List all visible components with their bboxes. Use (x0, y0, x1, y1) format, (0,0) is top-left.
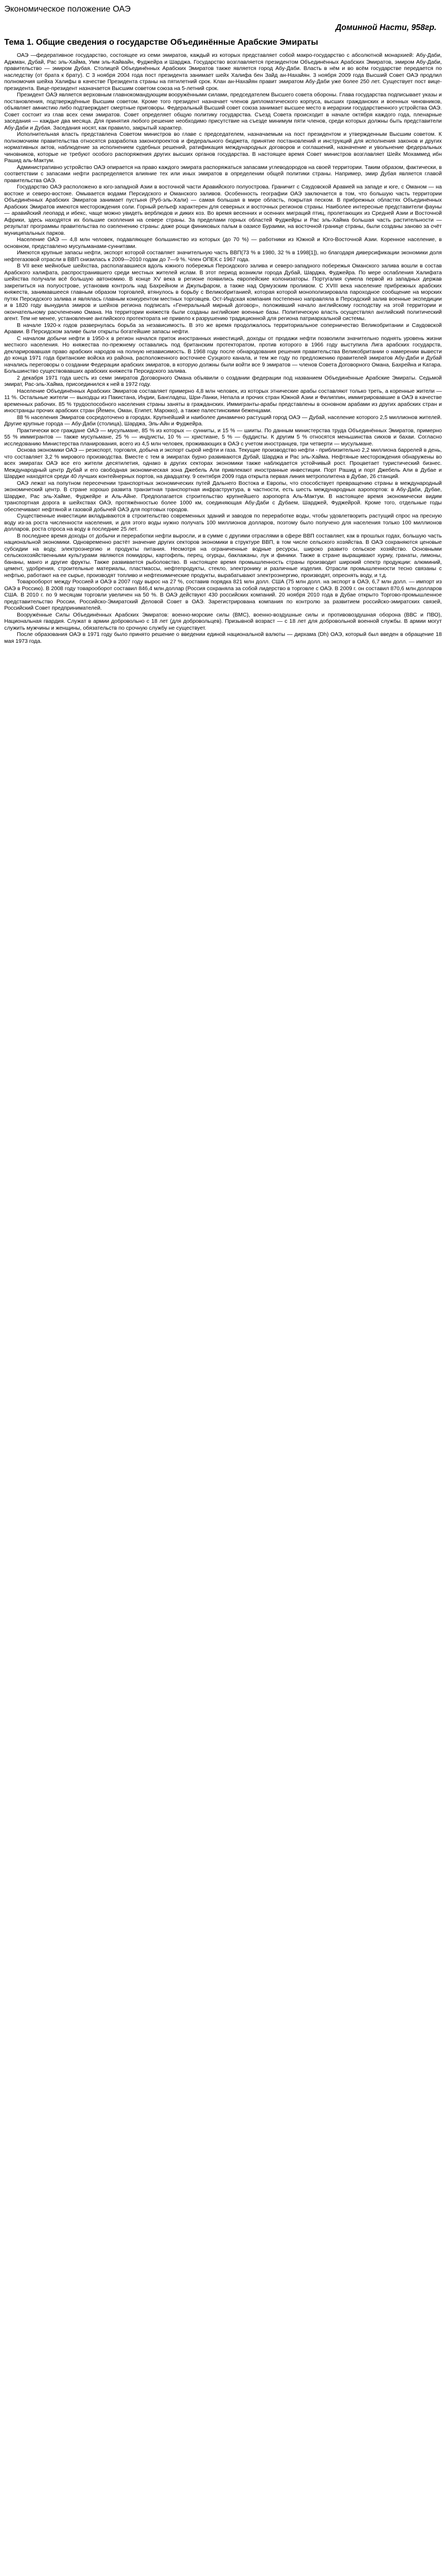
paragraph: Административно устройство ОАЭ опирается на право каждого эмирата распоряжаться запасами углеводородов на своей территории. Таким образом, фактически, в соответствии с запасами нефти распределяется влияние тех или иных эмиратов в определении общей политики страны. Например, эмир Дубая является главой правительства ОАЭ. (4, 164, 442, 184)
paragraph: ОАЭ —федеративное государство, состоящее из семи эмиратов, каждый из которых представляет собой макро-государство с абсолютной монархией: Абу-Даби, Аджман, Дубай, Рас эль-Хайма, Умм эль-Кайвайн, Фуджейра и Шарджа. Государство возглавляется президентом Объединённых Арабских Эмиратов, эмиром Абу-Даби, правительство — эмиром Дубая. Столицей Объединённых Арабских Эмиратов также является город Абу-Даби. Власть в нём и во всём государстве передается по наследству (от брата к брату). С 3 ноября 2004 года пост президента занимает шейх Халифа бен Зайд ан-Нахайян. 3 ноября 2009 года Высший Совет ОАЭ продлил полномочия шейха Халифы в качестве Президента страны на пятилетний срок. Клан ан-Нахайян правит эмиратом Абу-Даби уже более 250 лет. Существует пост вице-президента. Вице-президент назначается Высшим советом союза на 5-летний срок. (4, 53, 442, 92)
section-title: Тема 1. Общие сведения о государстве Объединённые Арабские Эмираты (4, 38, 319, 47)
paragraph: Президент ОАЭ является верховным главнокомандующим вооружёнными силами, председателем Высшего совета обороны. Глава государства подписывает указы и постановления, подтверждённые Высшим советом. Кроме того президент назначает членов дипломатического корпуса, высших гражданских и военных чиновников, объявляет амнистию либо подтверждает смертные приговоры. Федеральный Высший совет союза занимает высшее место в иерархии государственного устройства ОАЭ. Совет состоит из глав всех семи эмиратов. Совет определяет общую политику государства. Съезд Совета происходит в начале октября каждого года, пленарные заседания — каждые два месяца. Для принятия любого решение необходимо присутствие на съезде минимум пяти членов, среди которых должны быть представители Абу-Даби и Дубая. Заседания носят, как правило, закрытый характер. (4, 92, 442, 131)
paragraph: В начале 1920-х годов развернулась борьба за независимость. В это же время продолжалось территориальное соперничество Великобритании и Саудовской Аравии. В Персидском заливе были открыты богатейшие запасы нефти. (4, 322, 442, 335)
paragraph: 88 % населения Эмиратов сосредоточено в городах. Крупнейший и наиболее динамично растущий город ОАЭ — Дубай, население которого 2,5 миллионов жителей. Другие крупные города — Абу-Даби (столица), Шарджа, Эль-Айн и Фуджейра. (4, 414, 442, 427)
paragraph: Исполнительная власть представлена Советом министров во главе с председателем, назначаемым на пост президентом и утвержденным Высшим советом. К полномочиям правительства относятся разработка законопроектов и федерального бюджета, принятие постановлений и инструкций для исполнения законов и других нормативных актов, наблюдение за исполнением судебных решений, ратификация международных договоров и соглашений, назначение и увольнение федеральных чиновников, которые не требуют особого распоряжения других высших органов государства. В настоящее время Совет министров возглавляет Шейх Мохаммед ибн Рашид аль-Мактум. (4, 132, 442, 164)
paragraph: В последнее время доходы от добычи и переработки нефти выросли, и в сумме с другими отраслями в сфере ВВП составляет, как в прошлых годах, большую часть национальной экономики. Одновременно растёт значение других секторов экономики в структуре ВВП, в том числе сельского хозяйства. В ОАЭ сохраняются ценовые субсидии на воду, электроэнергию и продукты питания. Несмотря на ограниченные водные ресурсы, широко развито сельское хозяйство. Основными сельскохозяйственными культурами являются помидоры, картофель, перец, огурцы, баклажаны, лук и финики. Также в стране выращивают хурму, гранаты, лимоны, бананы, манго и другие фрукты. Также развивается рыболовство. В настоящее время промышленность страны производит широкий спектр продукции: алюминий, цемент, удобрения, строительные материалы, пластмассы, нефтепродукты, стекло, электронику и различные изделия. Отрасли промышленности тесно связаны с нефтью, работают на ее сырье, производят топливо и нефтехимические продукты, вырабатывают электроэнергию, производят, опреснять воду, и т.д. (4, 533, 442, 579)
paragraph: Основа экономики ОАЭ — реэкспорт, торговля, добыча и экспорт сырой нефти и газа. Текущие производство нефти - приблизительно 2,2 миллиона баррелей в день, что составляет 3,2 % мирового производства. Вместе с тем в эмиратах бурно развиваются Дубай, Шарджа и Рас эль-Хайма. Нефтяные месторождения обнаружены во всех эмиратах ОАЭ все его жители десятилетия, однако в других секторах экономики также наблюдается устойчивый рост. Процветает туристический бизнес. Международный центр Дубай и его свободная экономическая зона Джебель Али привлекают иностранные инвестиции. Порт Рашид и порт Джебель Али в Дубае и Шардже находятся среди 40 лучших контейнерных портов, на двадцатку. 9 сентября 2009 года открыта первая линия метрополитена в Дубае, 26 станций. (4, 447, 442, 480)
document-header (0, 0, 446, 19)
paragraph: В VII веке мейнобые шейхства, располагавшиеся вдоль южного побережья Персидского залива и северо-западного побережья Оманского залива вошли в состав Арабского халифата, распространившего среди местных жителей ислам. В этот период возникли города Дубай, Шарджа, Фуджейра. По мере ослабления Халифата шейхства получали всё большую автономию. В конце XV века в регионе появились европейские колонизаторы. Португалия сумела первой из западных держав закрепиться на полуострове, установив контроль над Бахрейном и Джульфаром, а также над Ормузским проливом. С XVIII века население прибрежных арабских княжеств, занимавшееся главным образом торговлей, втянулось в борьбу с Великобританией, которая которой монополизировала пароходное сообщение на морских путях Персидского залива и являлась главным конкурентом местных торговцев. Ост-Индская компания постепенно направляла в Персидский залив военные экспедиции и в 1820 году вынудила эмиров и шейхов региона подписать «Генеральный мирный договор», положивший начало английскому господству на этой территории и окончательному расчленению Омана. На территории княжеств были созданы английские военные базы. Политическую власть осуществлял английский политический агент. Тем не менее, установление английского протектората не привело к разрушению традиционной для региона патриархальной системы. (4, 263, 442, 322)
paragraph: Население ОАЭ — 4,8 млн человек, подавляющее большинство из которых (до 70 %) — работники из Южной и Юго-Восточной Азии. Коренное население, в основном, представлено мусульманами-суннитами. (4, 237, 442, 250)
document-body (0, 48, 446, 645)
author-line: Доминной Насти, 958гр. (335, 23, 437, 32)
paragraph: ОАЭ лежат на попутном пересечении транспортных экономических путей Дальнего Востока и Европы, что способствует превращению страны в международный экономический центр. В стране хорошо развита транзитная транспортная инфраструктура, в частности, есть шесть международных аэропортов: в Абу-Даби, Дубае, Шардже, Рас эль-Хайме, Фуджейре и Аль-Айне. Предполагается строительство крупнейшего аэропорта Аль-Мактум. В настоящее время экономически видим транспортная дорога в шейхствах ОАЭ, протяжённостью более 1000 км, соединяющая Абу-Даби с Дубаем, Шарджей, Фуджейрой. Кроме того, отдельные годы обеспечивают нефтяной и газовой добычей ОАЭ для портовых городов. (4, 480, 442, 513)
paragraph: Практически все граждане ОАЭ — мусульмане, 85 % из которых — сунниты, и 15 % — шииты. По данным министерства труда Объединённых Эмиратов, примерно 55 % иммигрантов — также мусульмане, 25 % — индуисты, 10 % — христиане, 5 % — буддисты. К другим 5 % относятся меньшинства сикхов и бахаи. Согласно исследованию Министерства планирования, всего из 4,5 млн человек, проживающих в ОАЭ с учетом иностранцев, три четверти — мусульмане. (4, 427, 442, 447)
paragraph: Товарооборот между Россией и ОАЭ в 2007 году вырос на 27 %, составив порядка 821 млн долл. США (75 млн долл. на экспорт в ОАЭ, 6,7 млн долл. — импорт из ОАЭ в Россию). В 2008 году товарооборот составил 846,4 млн.доллар (Россия сохраняла за собой лидерство в торговле с ОАЭ. В 2009 г. он составил 870,6 млн.долларов США. В 2010 г. по 9 месяцам торговли увеличен на 50 %. В ОАЭ действуют 430 российских компаний. 20 ноября 2010 года в Дубае открыто Торгово-промышленное представительство России, Российско-Эмиратский Деловой Совет в ОАЭ. Зарегистрирована компания по контролю за развитием российско-эмиратских связей, Российский Совет предпринимателей. (4, 579, 442, 611)
paragraph: С началом добычи нефти в 1950-х в регион начался приток иностранных инвестиций, доходы от продажи нефти позволили значительно поднять уровень жизни местного населения. Но княжества по-прежнему оставались под британским протекторатом, против которого в 1966 году выступила Лига арабских государств, декларировавшая право арабских народов на полную независимость. В 1968 году после обнародования решения правительства Великобритании о намерении вывести до конца 1971 года британские войска из района, расположенного восточнее Суэцкого канала, и тем же году по предложению правителей эмиратов Абу-Даби и Дубай начались переговоры о создании Федерации арабских эмиратов, в которую должны были войти все 9 эмиратов — членов Совета Договорного Омана, Бахрейна и Катара. Большинство существовавших арабских княжеств Персидского залива. (4, 335, 442, 374)
document-title: Экономическое положение ОАЭ (4, 5, 131, 14)
paragraph: Вооружённые Силы Объединённых Арабских Эмиратов: военно-морские силы (ВМС), военно-воздушные силы и противовоздушная оборона (ВВС и ПВО), Национальная гвардия. Служат в армии добровольно с 18 лет (для добровольцев). Призывной возраст — с 18 лет для добровольной военной службы. В армии могут служить мужчины и женщины, обязательств по срочную службу не существует. (4, 612, 442, 631)
paragraph: После образования ОАЭ в 1971 году было принято решение о введении единой национальной валюты — дирхама (Dh) ОАЭ, который был введен в обращение 18 мая 1973 года. (4, 632, 442, 644)
paragraph: Население Объединённых Арабских Эмиратов составляет примерно 4,8 млн человек, из которых этнические арабы составляют только треть, а коренные жители — 11 %. Остальные жители — выходцы из Пакистана, Индии, Бангладеш, Шри-Ланки, Непала и прочих стран Южной Азии и Филиппин, иммигрировавшие в ОАЭ в качестве временных рабочих. 85 % трудоспособного населения страны заняты в гражданских. Иммигранты-арабы представлены в основном арабами из других арабских стран и иностранцы прочих арабских стран (Йемен, Оман, Египет, Марокко), а также палестинскими беженцами. (4, 388, 442, 414)
paragraph: Имеются крупные запасы нефти, экспорт которой составляет значительную часть ВВП(73 % в 1980, 32 % в 1998[1]), но благодаря диверсификации экономики доля нефтегазовой отрасли в ВВП снизилась к 2009—2010 годам до 7—9 %. Член ОПЕК с 1967 года. (4, 250, 442, 263)
paragraph: Существенные инвестиции вкладываются в строительство современных зданий и заводов по переработке воды, чтобы удовлетворить растущий спрос на пресную воду из-за роста численности населения, и для этого воды нужно получать 100 миллионов долларов, поэтому было получено для населения только 100 миллионов долларов, роста спроса на воду в последние 25 лет. (4, 513, 442, 532)
paragraph: Государство ОАЭ расположено в юго-западной Азии в восточной части Аравийского полуострова. Граничит с Саудовской Аравией на западе и юге, с Оманом — на востоке и северо-востоке. Омывается водами Персидского и Оманского заливов. Особенность географии ОАЭ заключается в том, что большую часть территории Объединённых Арабских Эмиратов занимает пустыня (Руб-эль-Хали) — самая большая в мире область, покрытая песком. В прибрежных областях Объединённых Арабских Эмиратов имеются месторождения соли. Горный рельеф характерен для северных и восточных регионов страны. Наиболее интересные представители фауны — аравийский леопард и ибекс, чаще можно увидеть верблюдов и диких коз. Во время весенних и осенних миграций птиц, пролетающих из Средней Азии и Восточной Африки, здесь находятся их большие скопления на севере страны. За пределами горных областей Фуджейры и Рас эль-Хайма большая часть растительности — результат программы правительства по озеленению страны: даже рощи финиковых пальм в оазисе Бураими, на восточной границе страны, были созданы заново за счёт муниципальных парков. (4, 184, 442, 236)
paragraph: 2 декабря 1971 года шесть из семи эмиратов Договорного Омана объявили о создании федерации под названием Объединённые Арабские Эмираты. Седьмой эмират, Рас-эль-Хайма, присоединился к ней в 1972 году. (4, 375, 442, 387)
